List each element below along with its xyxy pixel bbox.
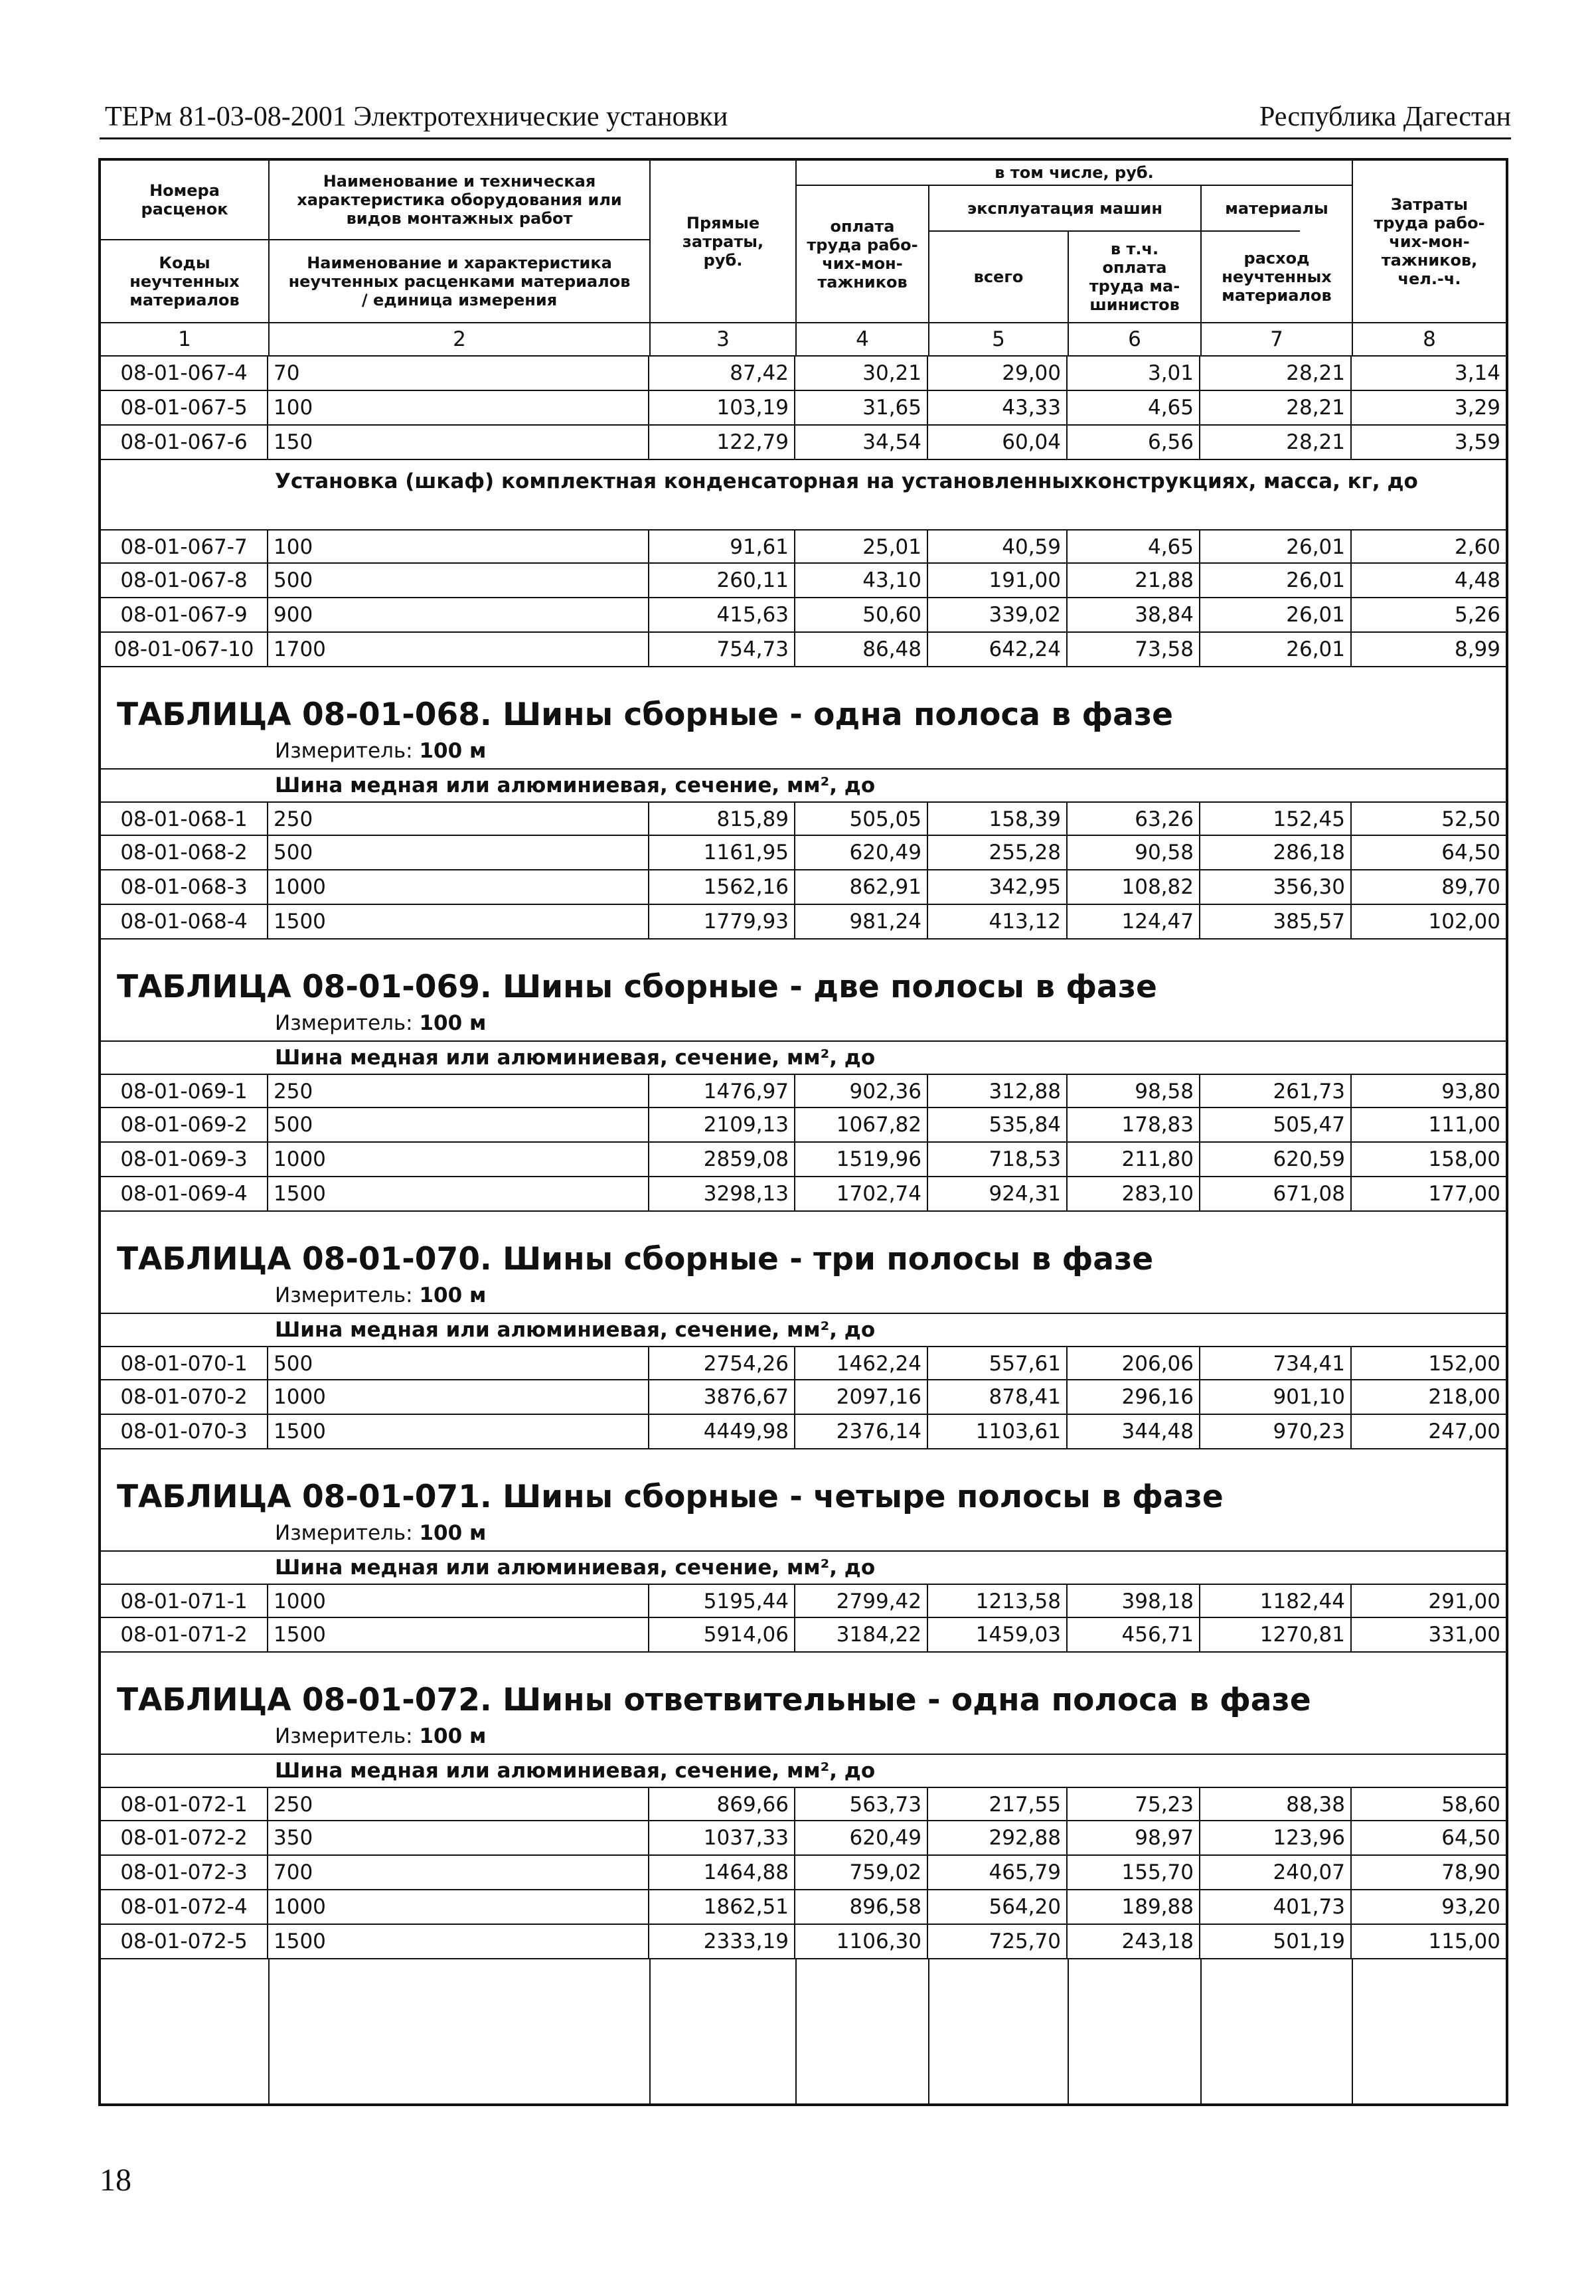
table-row xyxy=(101,1925,1506,1959)
rate-code: 08-01-067-10 xyxy=(101,633,268,667)
row-parameter: 1000 xyxy=(268,1890,649,1925)
row-value: 178,83 xyxy=(1068,1108,1200,1143)
row-value: 1519,96 xyxy=(795,1143,928,1177)
row-parameter: 350 xyxy=(268,1821,649,1856)
rate-code: 08-01-072-5 xyxy=(101,1925,268,1959)
rates-table xyxy=(98,158,1508,2106)
table-row xyxy=(101,1584,1506,1618)
row-value: 26,01 xyxy=(1200,598,1352,633)
section-heading: Шина медная или алюминиевая, сечение, мм², до xyxy=(275,1318,876,1342)
row-value: 177,00 xyxy=(1352,1177,1506,1212)
header-machine-operation: эксплуатация машин xyxy=(967,199,1162,218)
rate-code: 08-01-071-1 xyxy=(101,1584,268,1618)
row-value: 260,11 xyxy=(649,564,795,598)
header-work-name: Наименование и техническая характеристика оборудования или видов монтажных работ xyxy=(297,172,622,228)
measure-value: 100 м xyxy=(419,1724,487,1748)
row-value: 8,99 xyxy=(1352,633,1506,667)
row-value: 28,21 xyxy=(1200,391,1352,426)
row-value: 415,63 xyxy=(649,598,795,633)
row-value: 34,54 xyxy=(795,426,928,460)
row-value: 5914,06 xyxy=(649,1618,795,1653)
row-parameter: 1500 xyxy=(268,905,649,940)
table-header xyxy=(101,161,1506,357)
row-value: 754,73 xyxy=(649,633,795,667)
row-value: 124,47 xyxy=(1068,905,1200,940)
column-number: 4 xyxy=(856,327,869,351)
row-value: 3876,67 xyxy=(649,1380,795,1415)
rate-code: 08-01-070-2 xyxy=(101,1380,268,1415)
row-value: 43,10 xyxy=(795,564,928,598)
measure-unit xyxy=(275,738,486,764)
row-parameter: 250 xyxy=(268,801,649,836)
rate-code: 08-01-070-1 xyxy=(101,1346,268,1380)
row-value: 312,88 xyxy=(928,1074,1068,1108)
row-value: 90,58 xyxy=(1068,836,1200,870)
column-number: 5 xyxy=(992,327,1005,351)
row-value: 1106,30 xyxy=(795,1925,928,1959)
column-number: 1 xyxy=(178,327,191,351)
table-row xyxy=(101,1380,1506,1415)
row-value: 342,95 xyxy=(928,870,1068,905)
row-parameter: 500 xyxy=(268,564,649,598)
section-heading: Шина медная или алюминиевая, сечение, мм², до xyxy=(275,774,876,797)
row-value: 759,02 xyxy=(795,1856,928,1890)
row-value: 2109,13 xyxy=(649,1108,795,1143)
section-heading: Шина медная или алюминиевая, сечение, мм², до xyxy=(275,1759,876,1783)
row-value: 2097,16 xyxy=(795,1380,928,1415)
row-value: 385,57 xyxy=(1200,905,1352,940)
row-value: 1270,81 xyxy=(1200,1618,1352,1653)
row-value: 29,00 xyxy=(928,357,1068,391)
row-value: 255,28 xyxy=(928,836,1068,870)
rate-code: 08-01-072-2 xyxy=(101,1821,268,1856)
row-value: 1702,74 xyxy=(795,1177,928,1212)
row-value: 4,65 xyxy=(1068,529,1200,564)
row-value: 26,01 xyxy=(1200,529,1352,564)
row-value: 155,70 xyxy=(1068,1856,1200,1890)
measure-label: Измеритель: xyxy=(275,1011,413,1035)
row-value: 413,12 xyxy=(928,905,1068,940)
row-value: 564,20 xyxy=(928,1890,1068,1925)
measure-label: Измеритель: xyxy=(275,1724,413,1748)
row-value: 1213,58 xyxy=(928,1584,1068,1618)
rate-code: 08-01-068-1 xyxy=(101,801,268,836)
row-parameter: 500 xyxy=(268,836,649,870)
empty-tail-grid xyxy=(101,1959,1506,2103)
table-row xyxy=(101,1787,1506,1821)
empty-column-line xyxy=(795,1959,797,2103)
row-value: 52,50 xyxy=(1352,801,1506,836)
column-number: 6 xyxy=(1128,327,1141,351)
row-value: 43,33 xyxy=(928,391,1068,426)
row-value: 981,24 xyxy=(795,905,928,940)
row-parameter: 500 xyxy=(268,1346,649,1380)
row-parameter: 150 xyxy=(268,426,649,460)
header-rate-numbers: Номера расценок xyxy=(141,181,228,218)
section-title: Установка (шкаф) комплектная конденсаторная на установленныхконструкциях, масса, кг, до xyxy=(275,469,1418,493)
rate-code: 08-01-067-4 xyxy=(101,357,268,391)
table-title: ТАБЛИЦА 08-01-072. Шины ответвительные - одна полоса в фазе xyxy=(117,1682,1311,1718)
row-value: 261,73 xyxy=(1200,1074,1352,1108)
header-rule xyxy=(100,137,1511,139)
table-row xyxy=(101,357,1506,391)
row-value: 98,58 xyxy=(1068,1074,1200,1108)
row-value: 970,23 xyxy=(1200,1415,1352,1449)
row-value: 102,00 xyxy=(1352,905,1506,940)
rate-code: 08-01-070-3 xyxy=(101,1415,268,1449)
table-row xyxy=(101,633,1506,667)
measure-label: Измеритель: xyxy=(275,1521,413,1545)
row-parameter: 700 xyxy=(268,1856,649,1890)
measure-value: 100 м xyxy=(419,1011,487,1035)
row-parameter: 1500 xyxy=(268,1925,649,1959)
section-rule xyxy=(101,1313,1506,1314)
table-row xyxy=(101,905,1506,940)
empty-column-line xyxy=(268,1959,270,2103)
row-value: 63,26 xyxy=(1068,801,1200,836)
row-parameter: 1000 xyxy=(268,1380,649,1415)
row-value: 98,97 xyxy=(1068,1821,1200,1856)
header-material-name: Наименование и характеристика неучтенных расценками материалов / единица измерения xyxy=(288,253,631,309)
header-direct-costs: Прямые затраты, руб. xyxy=(682,213,764,270)
row-parameter: 1500 xyxy=(268,1415,649,1449)
row-parameter: 70 xyxy=(268,357,649,391)
row-value: 1067,82 xyxy=(795,1108,928,1143)
row-value: 189,88 xyxy=(1068,1890,1200,1925)
table-row xyxy=(101,1108,1506,1143)
row-value: 1161,95 xyxy=(649,836,795,870)
column-number: 8 xyxy=(1423,327,1436,351)
rate-code: 08-01-068-2 xyxy=(101,836,268,870)
row-value: 1562,16 xyxy=(649,870,795,905)
row-value: 64,50 xyxy=(1352,836,1506,870)
row-value: 60,04 xyxy=(928,426,1068,460)
row-value: 286,18 xyxy=(1200,836,1352,870)
header-worker-wages: оплата труда рабо- чих-мон- тажников xyxy=(807,216,918,291)
rate-code: 08-01-067-5 xyxy=(101,391,268,426)
row-value: 642,24 xyxy=(928,633,1068,667)
row-value: 535,84 xyxy=(928,1108,1068,1143)
row-value: 88,38 xyxy=(1200,1787,1352,1821)
row-parameter: 1000 xyxy=(268,870,649,905)
header-machinist-wages: в т.ч. оплата труда ма- шинистов xyxy=(1089,240,1180,314)
row-value: 21,88 xyxy=(1068,564,1200,598)
row-value: 283,10 xyxy=(1068,1177,1200,1212)
table-title: ТАБЛИЦА 08-01-070. Шины сборные - три полосы в фазе xyxy=(117,1241,1154,1277)
row-value: 3,01 xyxy=(1068,357,1200,391)
row-value: 247,00 xyxy=(1352,1415,1506,1449)
row-value: 191,00 xyxy=(928,564,1068,598)
table-row xyxy=(101,836,1506,870)
table-row xyxy=(101,870,1506,905)
row-value: 211,80 xyxy=(1068,1143,1200,1177)
page-number: 18 xyxy=(100,2163,131,2198)
table-row xyxy=(101,391,1506,426)
row-value: 28,21 xyxy=(1200,426,1352,460)
row-value: 111,00 xyxy=(1352,1108,1506,1143)
row-value: 291,00 xyxy=(1352,1584,1506,1618)
header-machines-total: всего xyxy=(973,268,1024,286)
table-row xyxy=(101,1856,1506,1890)
row-value: 718,53 xyxy=(928,1143,1068,1177)
row-value: 64,50 xyxy=(1352,1821,1506,1856)
rate-code: 08-01-067-7 xyxy=(101,529,268,564)
row-value: 815,89 xyxy=(649,801,795,836)
row-value: 901,10 xyxy=(1200,1380,1352,1415)
row-value: 30,21 xyxy=(795,357,928,391)
row-value: 218,00 xyxy=(1352,1380,1506,1415)
row-value: 115,00 xyxy=(1352,1925,1506,1959)
column-number: 3 xyxy=(716,327,730,351)
table-row xyxy=(101,1177,1506,1212)
section-heading: Шина медная или алюминиевая, сечение, мм², до xyxy=(275,1046,876,1070)
row-value: 1182,44 xyxy=(1200,1584,1352,1618)
row-value: 505,05 xyxy=(795,801,928,836)
row-value: 398,18 xyxy=(1068,1584,1200,1618)
row-value: 4,65 xyxy=(1068,391,1200,426)
row-parameter: 1700 xyxy=(268,633,649,667)
row-value: 26,01 xyxy=(1200,564,1352,598)
row-value: 40,59 xyxy=(928,529,1068,564)
measure-unit xyxy=(275,1520,486,1546)
row-value: 58,60 xyxy=(1352,1787,1506,1821)
empty-column-line xyxy=(1200,1959,1202,2103)
rate-code: 08-01-072-3 xyxy=(101,1856,268,1890)
empty-column-line xyxy=(649,1959,651,2103)
row-value: 50,60 xyxy=(795,598,928,633)
running-header-title: ТЕРм 81-03-08-2001 Электротехнические установки xyxy=(105,102,728,132)
empty-column-line xyxy=(1068,1959,1069,2103)
row-parameter: 100 xyxy=(268,391,649,426)
rate-code: 08-01-069-4 xyxy=(101,1177,268,1212)
table-row xyxy=(101,564,1506,598)
row-value: 152,00 xyxy=(1352,1346,1506,1380)
row-value: 91,61 xyxy=(649,529,795,564)
row-parameter: 1500 xyxy=(268,1177,649,1212)
table-title: ТАБЛИЦА 08-01-071. Шины сборные - четыре полосы в фазе xyxy=(117,1479,1224,1515)
row-value: 902,36 xyxy=(795,1074,928,1108)
row-value: 31,65 xyxy=(795,391,928,426)
row-value: 401,73 xyxy=(1200,1890,1352,1925)
row-parameter: 500 xyxy=(268,1108,649,1143)
section-rule xyxy=(101,768,1506,770)
rate-code: 08-01-072-1 xyxy=(101,1787,268,1821)
row-value: 862,91 xyxy=(795,870,928,905)
header-material-codes: Коды неучтенных материалов xyxy=(129,253,240,309)
row-value: 243,18 xyxy=(1068,1925,1200,1959)
row-parameter: 1000 xyxy=(268,1143,649,1177)
section-rule xyxy=(101,1550,1506,1552)
measure-value: 100 м xyxy=(419,739,487,763)
row-value: 725,70 xyxy=(928,1925,1068,1959)
rate-code: 08-01-069-1 xyxy=(101,1074,268,1108)
row-value: 505,47 xyxy=(1200,1108,1352,1143)
row-value: 2333,19 xyxy=(649,1925,795,1959)
rate-code: 08-01-069-3 xyxy=(101,1143,268,1177)
row-value: 158,39 xyxy=(928,801,1068,836)
row-value: 6,56 xyxy=(1068,426,1200,460)
row-value: 1476,97 xyxy=(649,1074,795,1108)
row-value: 1103,61 xyxy=(928,1415,1068,1449)
row-value: 73,58 xyxy=(1068,633,1200,667)
row-value: 620,49 xyxy=(795,1821,928,1856)
column-number: 7 xyxy=(1270,327,1283,351)
measure-unit xyxy=(275,1723,486,1750)
row-value: 339,02 xyxy=(928,598,1068,633)
row-value: 1462,24 xyxy=(795,1346,928,1380)
row-value: 3,14 xyxy=(1352,357,1506,391)
table-row xyxy=(101,1074,1506,1108)
row-value: 869,66 xyxy=(649,1787,795,1821)
row-value: 5,26 xyxy=(1352,598,1506,633)
row-value: 217,55 xyxy=(928,1787,1068,1821)
table-row xyxy=(101,426,1506,460)
row-value: 896,58 xyxy=(795,1890,928,1925)
row-parameter: 900 xyxy=(268,598,649,633)
row-value: 4,48 xyxy=(1352,564,1506,598)
row-parameter: 250 xyxy=(268,1074,649,1108)
empty-column-line xyxy=(928,1959,929,2103)
row-value: 356,30 xyxy=(1200,870,1352,905)
row-value: 5195,44 xyxy=(649,1584,795,1618)
rate-code: 08-01-067-8 xyxy=(101,564,268,598)
row-value: 38,84 xyxy=(1068,598,1200,633)
row-value: 240,07 xyxy=(1200,1856,1352,1890)
row-value: 158,00 xyxy=(1352,1143,1506,1177)
table-row xyxy=(101,1618,1506,1653)
row-value: 87,42 xyxy=(649,357,795,391)
row-value: 123,96 xyxy=(1200,1821,1352,1856)
measure-value: 100 м xyxy=(419,1521,487,1545)
row-value: 93,20 xyxy=(1352,1890,1506,1925)
table-row xyxy=(101,1415,1506,1449)
section-rule xyxy=(101,1754,1506,1755)
row-value: 501,19 xyxy=(1200,1925,1352,1959)
row-value: 1459,03 xyxy=(928,1618,1068,1653)
row-value: 465,79 xyxy=(928,1856,1068,1890)
row-value: 152,45 xyxy=(1200,801,1352,836)
row-value: 93,80 xyxy=(1352,1074,1506,1108)
column-number: 2 xyxy=(453,327,466,351)
rate-code: 08-01-068-3 xyxy=(101,870,268,905)
row-parameter: 100 xyxy=(268,529,649,564)
header-including-group: в том числе, руб. xyxy=(995,163,1154,182)
row-value: 1464,88 xyxy=(649,1856,795,1890)
row-value: 78,90 xyxy=(1352,1856,1506,1890)
rate-code: 08-01-067-9 xyxy=(101,598,268,633)
rate-code: 08-01-067-6 xyxy=(101,426,268,460)
row-value: 2,60 xyxy=(1352,529,1506,564)
row-value: 122,79 xyxy=(649,426,795,460)
table-row xyxy=(101,1346,1506,1380)
table-row xyxy=(101,1890,1506,1925)
row-value: 878,41 xyxy=(928,1380,1068,1415)
row-value: 3184,22 xyxy=(795,1618,928,1653)
row-value: 2799,42 xyxy=(795,1584,928,1618)
measure-unit xyxy=(275,1010,486,1036)
row-value: 3298,13 xyxy=(649,1177,795,1212)
row-parameter: 250 xyxy=(268,1787,649,1821)
rate-code: 08-01-071-2 xyxy=(101,1618,268,1653)
header-unaccounted-materials: расход неучтенных материалов xyxy=(1222,249,1332,305)
row-value: 620,49 xyxy=(795,836,928,870)
row-value: 924,31 xyxy=(928,1177,1068,1212)
row-value: 206,06 xyxy=(1068,1346,1200,1380)
row-value: 1779,93 xyxy=(649,905,795,940)
row-value: 344,48 xyxy=(1068,1415,1200,1449)
measure-label: Измеритель: xyxy=(275,739,413,763)
row-value: 26,01 xyxy=(1200,633,1352,667)
row-value: 296,16 xyxy=(1068,1380,1200,1415)
row-value: 456,71 xyxy=(1068,1618,1200,1653)
measure-label: Измеритель: xyxy=(275,1283,413,1307)
table-row xyxy=(101,801,1506,836)
section-heading: Шина медная или алюминиевая, сечение, мм², до xyxy=(275,1556,876,1580)
table-title: ТАБЛИЦА 08-01-068. Шины сборные - одна полоса в фазе xyxy=(117,697,1174,733)
table-row xyxy=(101,598,1506,633)
measure-unit xyxy=(275,1282,486,1309)
row-value: 671,08 xyxy=(1200,1177,1352,1212)
row-value: 103,19 xyxy=(649,391,795,426)
rate-code: 08-01-072-4 xyxy=(101,1890,268,1925)
row-value: 734,41 xyxy=(1200,1346,1352,1380)
table-row xyxy=(101,1143,1506,1177)
row-value: 1037,33 xyxy=(649,1821,795,1856)
row-value: 89,70 xyxy=(1352,870,1506,905)
rate-code: 08-01-069-2 xyxy=(101,1108,268,1143)
row-parameter: 1500 xyxy=(268,1618,649,1653)
row-value: 1862,51 xyxy=(649,1890,795,1925)
table-row xyxy=(101,1821,1506,1856)
row-value: 4449,98 xyxy=(649,1415,795,1449)
row-value: 28,21 xyxy=(1200,357,1352,391)
row-value: 3,29 xyxy=(1352,391,1506,426)
section-rule xyxy=(101,1040,1506,1042)
row-value: 620,59 xyxy=(1200,1143,1352,1177)
table-row xyxy=(101,529,1506,564)
row-value: 2754,26 xyxy=(649,1346,795,1380)
row-value: 563,73 xyxy=(795,1787,928,1821)
row-value: 292,88 xyxy=(928,1821,1068,1856)
row-value: 2376,14 xyxy=(795,1415,928,1449)
empty-column-line xyxy=(1352,1959,1353,2103)
row-value: 557,61 xyxy=(928,1346,1068,1380)
rate-code: 08-01-068-4 xyxy=(101,905,268,940)
row-value: 86,48 xyxy=(795,633,928,667)
row-value: 108,82 xyxy=(1068,870,1200,905)
table-title: ТАБЛИЦА 08-01-069. Шины сборные - две полосы в фазе xyxy=(117,969,1157,1005)
row-value: 75,23 xyxy=(1068,1787,1200,1821)
row-value: 331,00 xyxy=(1352,1618,1506,1653)
measure-value: 100 м xyxy=(419,1283,487,1307)
row-parameter: 1000 xyxy=(268,1584,649,1618)
header-materials: материалы xyxy=(1225,199,1328,218)
row-value: 25,01 xyxy=(795,529,928,564)
running-header-region: Республика Дагестан xyxy=(1259,102,1511,132)
row-value: 2859,08 xyxy=(649,1143,795,1177)
row-value: 3,59 xyxy=(1352,426,1506,460)
header-labor-hours: Затраты труда рабо- чих-мон- тажников, чел.-ч. xyxy=(1374,195,1485,288)
